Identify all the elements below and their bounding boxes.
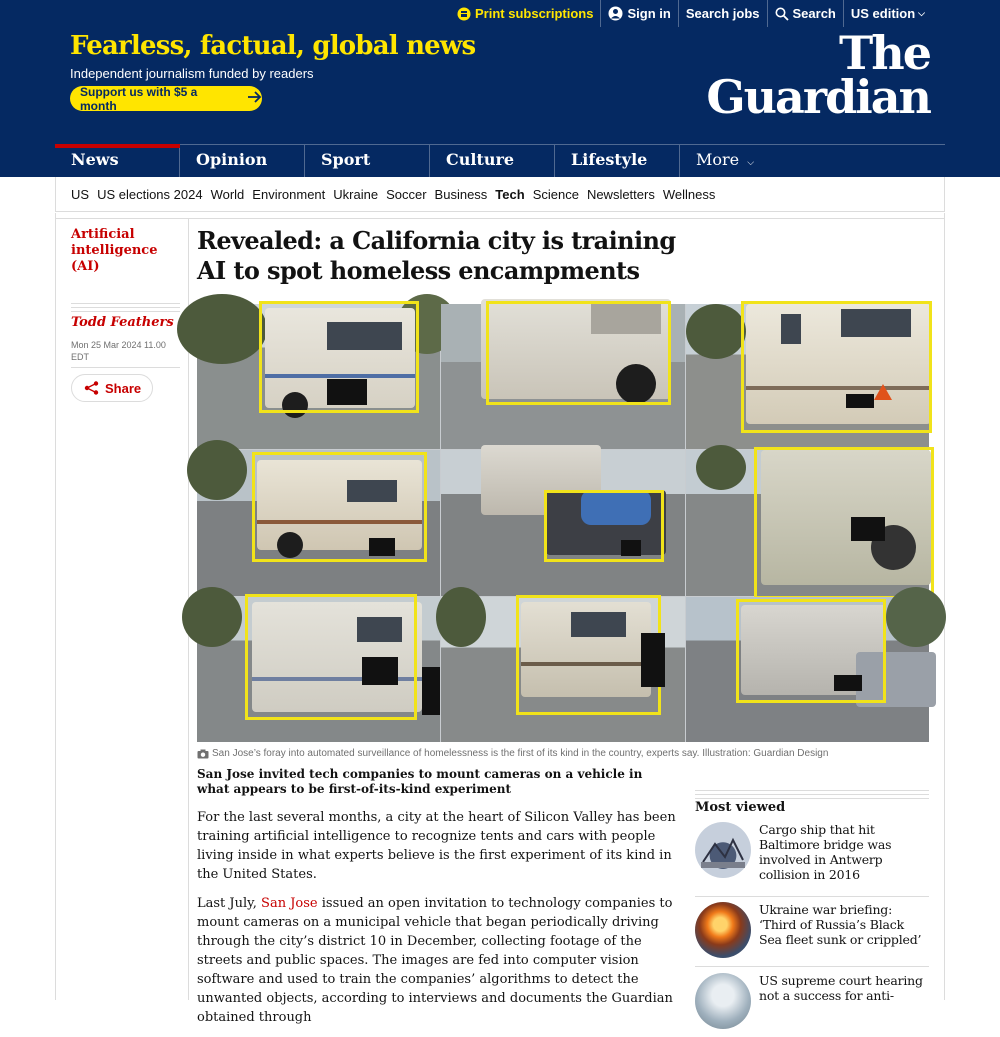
sign-in-label: Sign in	[627, 6, 671, 21]
most-viewed-separator	[695, 896, 929, 897]
most-viewed-headline: US supreme court hearing not a success for anti-	[759, 973, 923, 1003]
subnav-wellness[interactable]: Wellness	[662, 186, 716, 202]
most-viewed-headline: Ukraine war briefing: ‘Third of Russia’s Black Sea fleet sunk or crippled’	[759, 902, 922, 947]
chevron-down-icon: ⌵	[918, 8, 925, 18]
article-headline: Revealed: a California city is training AI to spot homeless encampments	[197, 226, 676, 285]
thumbnail	[695, 973, 751, 1029]
image-tile	[197, 450, 440, 596]
guardian-logo[interactable]	[698, 26, 930, 124]
image-tile	[441, 304, 685, 449]
hero-image	[197, 304, 929, 742]
paragraph-text: Last July,	[197, 896, 262, 911]
image-tile	[197, 304, 440, 449]
meta-separator	[71, 367, 180, 368]
most-viewed-divider	[695, 790, 929, 798]
primary-nav	[55, 144, 945, 177]
subnav-soccer[interactable]: Soccer	[386, 186, 427, 202]
share-icon	[84, 381, 99, 395]
subnav-environment[interactable]: Environment	[252, 186, 326, 202]
image-tile	[441, 597, 685, 742]
sign-in-link[interactable]	[600, 0, 677, 27]
byline[interactable]: Todd Feathers	[71, 315, 174, 330]
search-jobs-link[interactable]	[678, 0, 767, 27]
top-links	[450, 0, 932, 27]
most-viewed-title: Most viewed	[695, 800, 786, 815]
arrow-right-icon	[247, 91, 262, 106]
image-tile	[686, 450, 929, 596]
secondary-nav	[55, 177, 945, 212]
most-viewed-separator	[695, 966, 929, 967]
chevron-down-icon: ⌵	[747, 158, 755, 168]
edition-label: US edition	[850, 6, 916, 21]
search-link[interactable]	[767, 0, 843, 27]
section-tag[interactable]: Artificial intelligence (AI)	[71, 227, 158, 274]
nav-lifestyle[interactable]: Lifestyle	[555, 145, 680, 177]
paragraph-text: issued an open invitation to technology companies to mount cameras on a municipal vehicle that began periodically driving through the city’s district 10 in December, collecting footage of the streets and public spaces. The images are fed into computer vision software and used to train the companies’ algorithms to detect the unwanted objects, according to interviews and documents the Guardian obtained through	[197, 896, 673, 1025]
share-label: Share	[105, 380, 142, 396]
camera-icon	[197, 749, 209, 759]
top-bar	[0, 0, 1000, 27]
thumbnail	[695, 902, 751, 958]
print-icon	[457, 7, 471, 21]
support-button-label: Support us with $5 a month	[80, 84, 198, 113]
subnav-world[interactable]: World	[210, 186, 245, 202]
nav-opinion[interactable]: Opinion	[180, 145, 305, 177]
logo-line-1: The	[839, 26, 930, 80]
image-tile	[686, 304, 929, 449]
share-button[interactable]	[71, 374, 153, 402]
image-tile	[686, 597, 929, 742]
thumbnail	[695, 822, 751, 878]
most-viewed-item[interactable]	[695, 973, 929, 1029]
search-icon	[775, 7, 789, 21]
san-jose-link[interactable]: San Jose	[261, 896, 318, 911]
edition-selector[interactable]	[843, 0, 932, 27]
nav-news[interactable]: News	[55, 145, 180, 177]
subnav-business[interactable]: Business	[434, 186, 488, 202]
meta-divider	[71, 303, 180, 313]
nav-more-label: More	[696, 150, 740, 169]
publish-date: Mon 25 Mar 2024 11.00 EDT	[71, 340, 166, 362]
body-paragraph	[197, 894, 681, 1027]
article-body	[197, 808, 681, 1037]
frame-border-left	[55, 219, 56, 1000]
user-icon	[608, 6, 623, 21]
subnav-us-elections[interactable]: US elections 2024	[97, 186, 203, 202]
subtagline: Independent journalism funded by readers	[70, 66, 314, 81]
subnav-ukraine[interactable]: Ukraine	[333, 186, 379, 202]
logo-line-2: Guardian	[706, 70, 930, 124]
subnav-science[interactable]: Science	[532, 186, 579, 202]
most-viewed-item[interactable]	[695, 822, 929, 882]
subnav-us[interactable]: US	[71, 186, 90, 202]
nav-culture[interactable]: Culture	[430, 145, 555, 177]
image-tile	[197, 597, 440, 742]
print-subscriptions-link[interactable]	[450, 0, 600, 27]
search-jobs-label: Search jobs	[685, 6, 760, 21]
body-paragraph: For the last several months, a city at the heart of Silicon Valley has been training artificial intelligence to recognize tents and cars with people living inside in what experts believe is the first experiment of its kind in the United States.	[197, 810, 676, 882]
subnav-tech[interactable]: Tech	[495, 186, 525, 202]
nav-sport[interactable]: Sport	[305, 145, 430, 177]
print-subscriptions-label: Print subscriptions	[475, 6, 594, 21]
most-viewed-item[interactable]	[695, 902, 929, 958]
image-tile	[441, 450, 685, 596]
caption-text: San Jose’s foray into automated surveillance of homelessness is the first of its kind in the country, experts say. Illustration: Guardian Design	[212, 748, 829, 759]
standfirst: San Jose invited tech companies to mount cameras on a vehicle in what appears to be first-of-its-kind experiment	[197, 767, 643, 796]
subnav-newsletters[interactable]: Newsletters	[586, 186, 655, 202]
tagline: Fearless, factual, global news	[70, 31, 476, 61]
image-caption	[197, 748, 929, 759]
nav-more[interactable]	[680, 145, 805, 177]
most-viewed-headline: Cargo ship that hit Baltimore bridge was involved in Antwerp collision in 2016	[759, 822, 892, 882]
search-label: Search	[792, 6, 836, 21]
support-button[interactable]	[70, 86, 262, 111]
